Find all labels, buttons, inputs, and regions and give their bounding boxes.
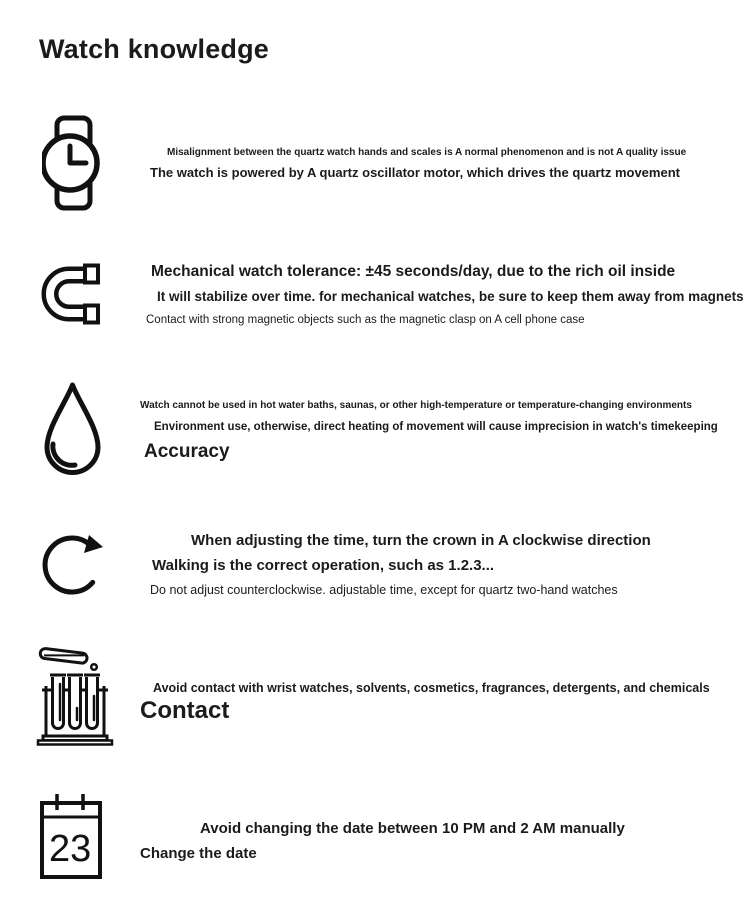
test-tubes-icon [35, 644, 115, 746]
calendar-icon [38, 790, 105, 882]
calendar-day-number: 23 [49, 828, 92, 870]
crown-clockwise-text: When adjusting the time, turn the crown in A clockwise direction [191, 532, 651, 549]
contact-heading: Contact [140, 697, 230, 724]
magnet-tolerance-heading: Mechanical watch tolerance: ±45 seconds/day, due to the rich oil inside [151, 263, 676, 280]
water-drop-icon [39, 380, 106, 479]
quartz-movement-text: The watch is powered by A quartz oscillator motor, which drives the quartz movement [150, 165, 680, 180]
page-title: Watch knowledge [39, 34, 270, 64]
crown-walking-text: Walking is the correct operation, such as 1.2.3... [152, 557, 495, 574]
wristwatch-icon [42, 115, 104, 211]
temperature-environment-text: Environment use, otherwise, direct heating of movement will cause imprecision in watch's timekeeping [154, 421, 718, 433]
change-date-heading: Change the date [140, 845, 257, 862]
magnet-icon [41, 263, 103, 325]
magnet-stabilize-text: It will stabilize over time. for mechanical watches, be sure to keep them away from magnets [157, 289, 744, 304]
clockwise-arrow-icon [40, 523, 108, 605]
quartz-misalignment-note: Misalignment between the quartz watch hands and scales is A normal phenomenon and is not A quality issue [167, 147, 687, 158]
magnet-contact-note: Contact with strong magnetic objects such as the magnetic clasp on A cell phone case [146, 314, 585, 326]
crown-counterclockwise-note: Do not adjust counterclockwise. adjustable time, except for quartz two-hand watches [150, 583, 618, 597]
accuracy-heading: Accuracy [144, 441, 230, 462]
chemicals-avoid-text: Avoid contact with wrist watches, solvents, cosmetics, fragrances, detergents, and chemicals [153, 681, 710, 695]
date-avoid-text: Avoid changing the date between 10 PM and 2 AM manually [200, 820, 625, 837]
temperature-warning-note: Watch cannot be used in hot water baths, saunas, or other high-temperature or temperature-changing environments [140, 400, 692, 411]
